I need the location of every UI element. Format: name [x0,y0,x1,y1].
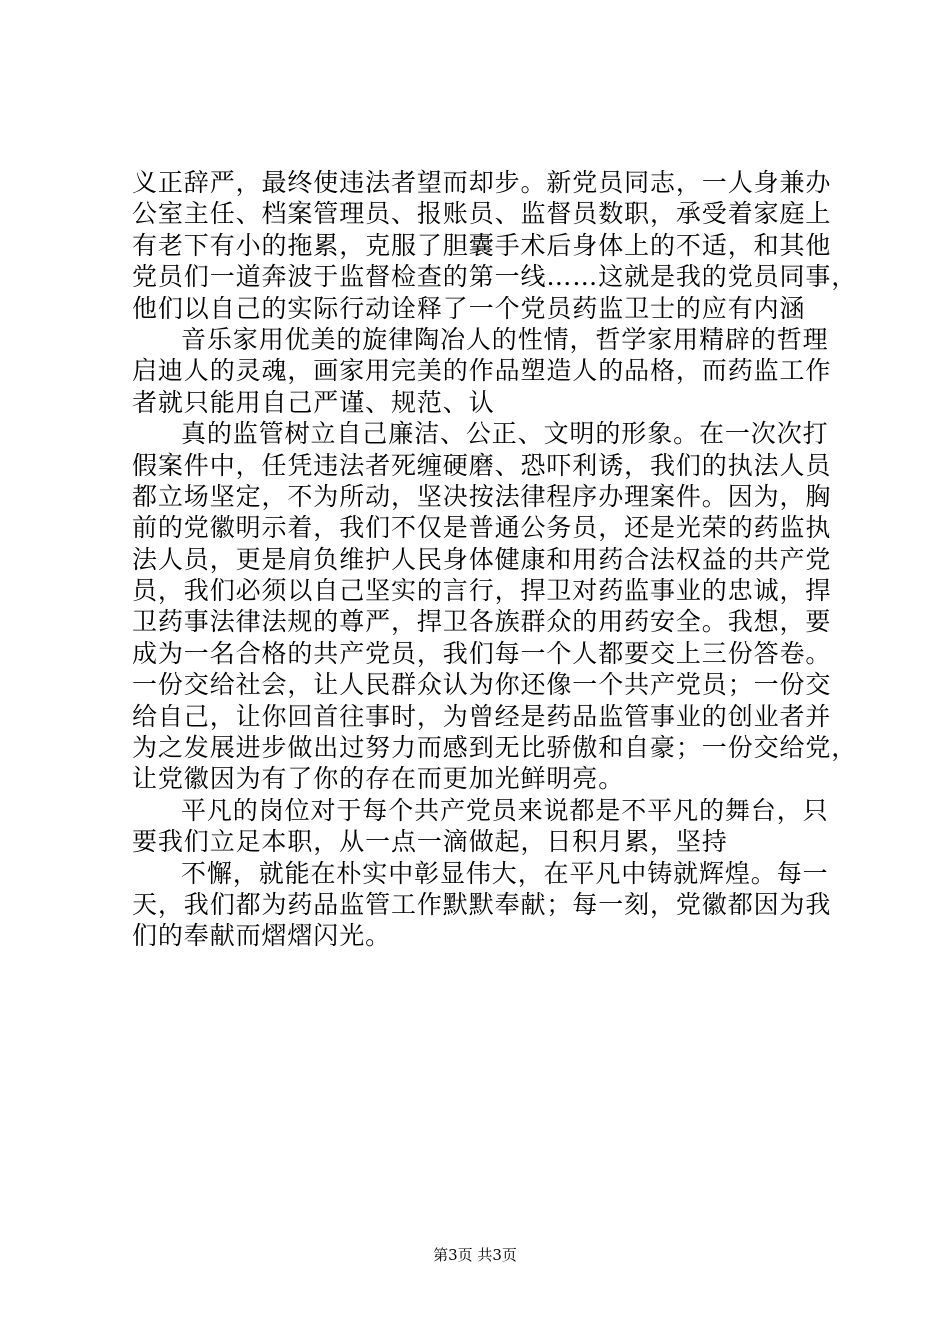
body-line: 有老下有小的拖累，克服了胆囊手术后身体上的不适，和其他 [132,230,832,260]
body-line: 卫药事法律法规的尊严，捍卫各族群众的用药安全。我想，要 [132,607,832,637]
body-line: 义正辞严，最终使违法者望而却步。新党员同志，一人身兼办 [132,168,832,197]
paragraph-start-line: 音乐家用优美的旋律陶冶人的性情，哲学家用精辟的哲理 [181,324,829,354]
body-line: 公室主任、档案管理员、报账员、监督员数职，承受着家庭上 [132,199,832,229]
body-line: 为之发展进步做出过努力而感到无比骄傲和自豪；一份交给党， [132,733,858,763]
body-line: 前的党徽明示着，我们不仅是普通公务员，还是光荣的药监执 [132,513,832,543]
body-line: 要我们立足本职，从一点一滴做起，日积月累，坚持 [132,827,728,857]
paragraph-start-line: 不懈，就能在朴实中彰显伟大，在平凡中铸就辉煌。每一 [181,858,829,888]
body-line: 都立场坚定，不为所动，坚决按法律程序办理案件。因为，胸 [132,481,832,511]
body-line: 让党徽因为有了你的存在而更加光鲜明亮。 [132,764,625,794]
page-footer [0,1245,950,1265]
body-line: 假案件中，任凭违法者死缠硬磨、恐吓利诱，我们的执法人员 [132,450,832,480]
page-number-label: 第3页 共3页 [433,1246,517,1264]
body-line: 法人员，更是肩负维护人民身体健康和用药合法权益的共产党 [132,544,832,574]
body-line: 一份交给社会，让人民群众认为你还像一个共产党员；一份交 [132,670,832,700]
body-line: 给自己，让你回首往事时，为曾经是药品监管事业的创业者并 [132,701,832,731]
body-line: 党员们一道奔波于监督检查的第一线……这就是我的党员同事， [132,262,858,292]
document-body [132,167,858,952]
body-line: 天，我们都为药品监管工作默默奉献；每一刻，党徽都因为我 [132,889,832,919]
body-line: 们的奉献而熠熠闪光。 [132,921,392,951]
body-line: 员，我们必须以自己坚实的言行，捍卫对药监事业的忠诚，捍 [132,576,832,606]
body-line: 启迪人的灵魂，画家用完美的作品塑造人的品格，而药监工作 [132,356,832,386]
body-line: 成为一名合格的共产党员，我们每一个人都要交上三份答卷。 [132,638,832,668]
paragraph-start-line: 平凡的岗位对于每个共产党员来说都是不平凡的舞台，只 [181,795,829,825]
body-line: 者就只能用自己严谨、规范、认 [132,387,495,417]
paragraph-start-line: 真的监管树立自己廉洁、公正、文明的形象。在一次次打 [181,419,829,449]
body-line: 他们以自己的实际行动诠释了一个党员药监卫士的应有内涵 [132,293,806,323]
